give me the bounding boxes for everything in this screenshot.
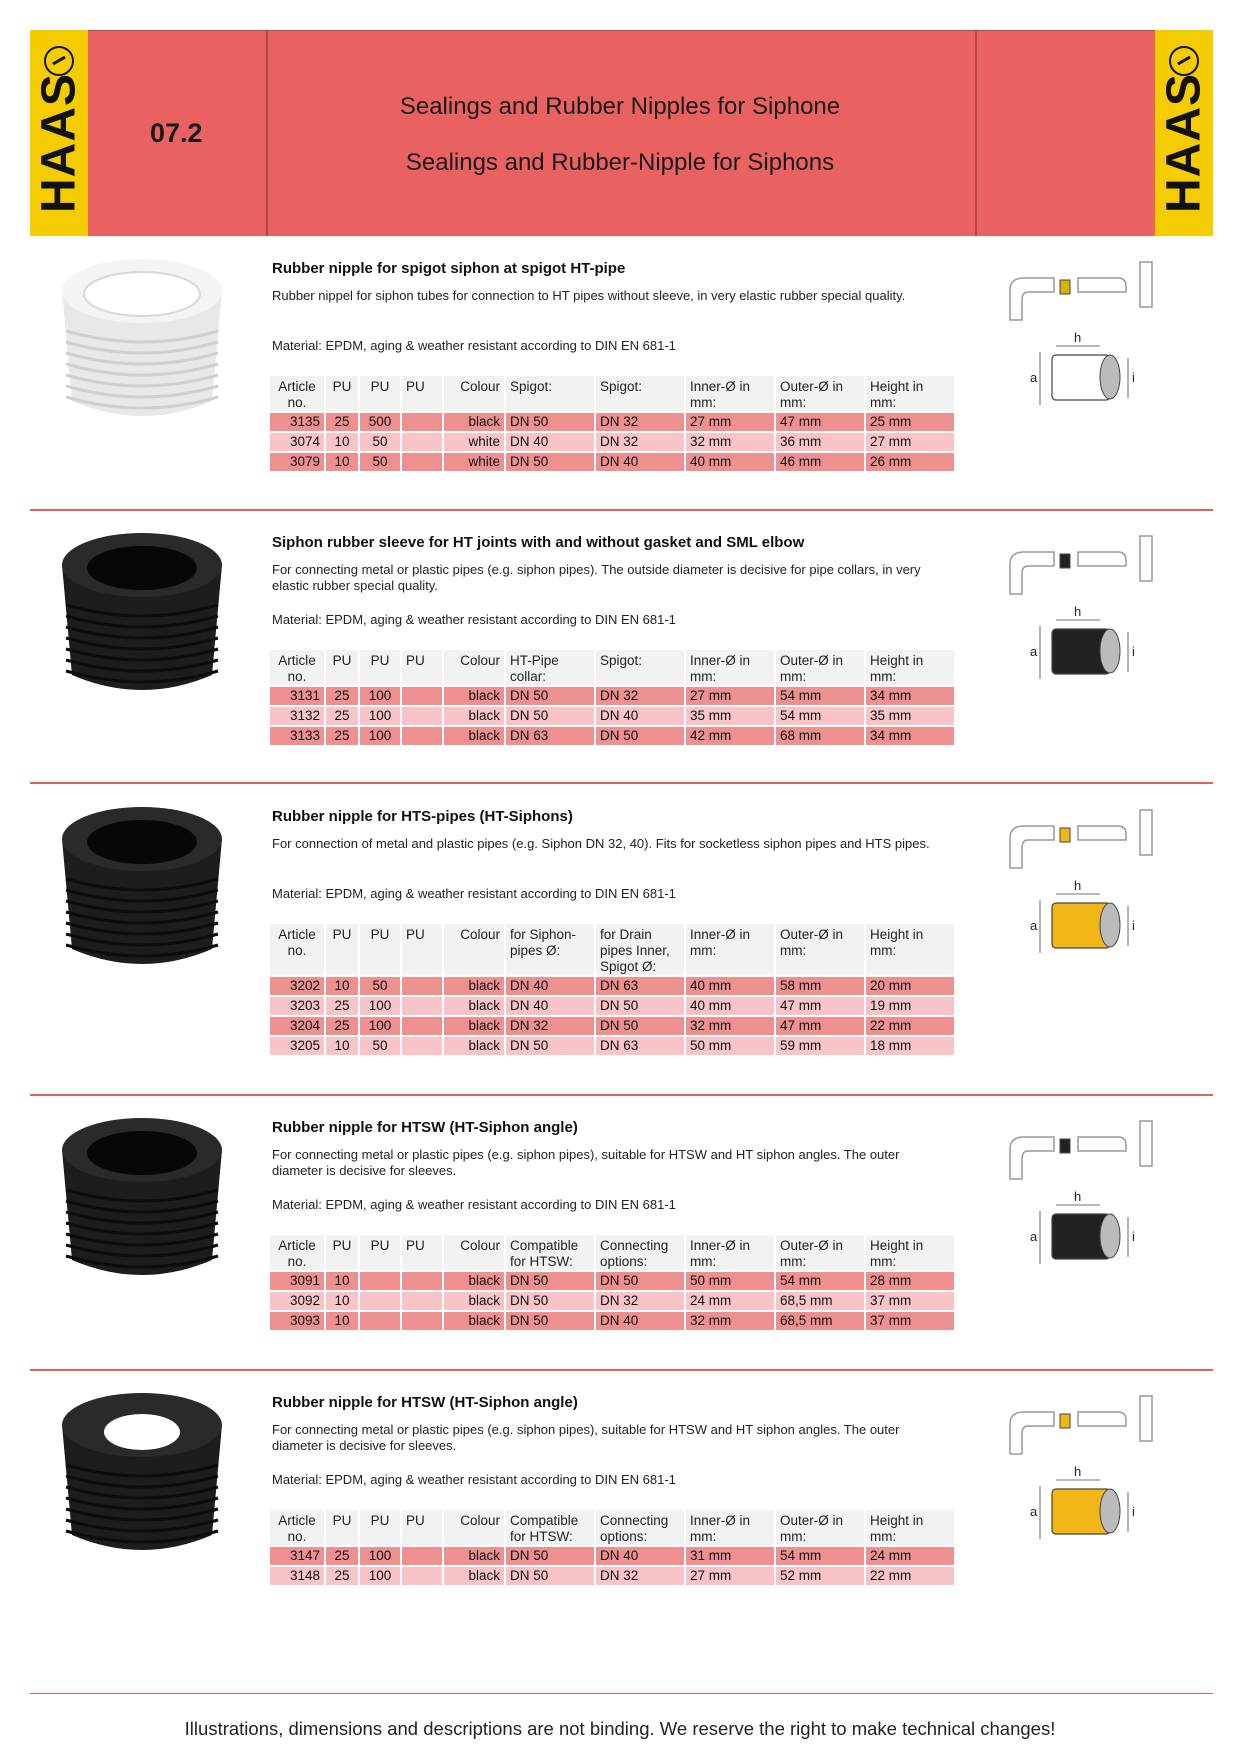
column-header: PU xyxy=(360,1235,400,1270)
footer-divider xyxy=(30,1693,1213,1694)
page-header xyxy=(30,30,1213,236)
table-cell: 50 xyxy=(360,433,400,451)
product-diagram xyxy=(1000,1119,1170,1289)
table-row xyxy=(270,1567,954,1585)
table-cell: black xyxy=(444,707,504,725)
table-cell xyxy=(402,453,442,471)
jumper-icon xyxy=(1169,46,1199,76)
table-cell: 25 xyxy=(326,1547,358,1565)
table-cell: 68,5 mm xyxy=(776,1292,864,1310)
product-material: Material: EPDM, aging & weather resistant according to DIN EN 681-1 xyxy=(272,1197,676,1212)
dimension-label-a: a xyxy=(1030,918,1038,933)
column-header: Height in mm: xyxy=(866,376,954,411)
table-cell: 3202 xyxy=(270,977,324,995)
column-header: PU xyxy=(360,924,400,975)
column-header: PU xyxy=(402,650,442,685)
table-cell: black xyxy=(444,1547,504,1565)
table-cell: 46 mm xyxy=(776,453,864,471)
table-cell: 47 mm xyxy=(776,997,864,1015)
table-cell: 40 mm xyxy=(686,977,774,995)
table-cell: 25 xyxy=(326,413,358,431)
table-cell: 3074 xyxy=(270,433,324,451)
table-cell: DN 50 xyxy=(596,997,684,1015)
table-cell: 100 xyxy=(360,1017,400,1035)
technical-drawing xyxy=(1000,808,1170,978)
table-header-row xyxy=(270,924,954,975)
dimension-label-i: i xyxy=(1132,644,1135,659)
product-title: Rubber nipple for spigot siphon at spigot HT-pipe xyxy=(272,260,626,277)
column-header: Inner-Ø in mm: xyxy=(686,650,774,685)
haas-logo-right xyxy=(1155,30,1213,236)
table-header-row xyxy=(270,1510,954,1545)
table-cell: white xyxy=(444,433,504,451)
technical-drawing xyxy=(1000,1394,1170,1564)
table-cell: 22 mm xyxy=(866,1567,954,1585)
table-cell: DN 40 xyxy=(596,707,684,725)
table-cell: 27 mm xyxy=(686,413,774,431)
table-cell: 3205 xyxy=(270,1037,324,1055)
dimension-label-a: a xyxy=(1030,370,1038,385)
table-cell xyxy=(402,1272,442,1290)
column-header: Outer-Ø in mm: xyxy=(776,1510,864,1545)
product-description: For connecting metal or plastic pipes (e.g. siphon pipes), suitable for HTSW and HT siphon angles. The outer diameter is decisive for sleeves. xyxy=(272,1422,900,1453)
product-title: Siphon rubber sleeve for HT joints with and without gasket and SML elbow xyxy=(272,534,805,551)
table-row xyxy=(270,413,954,431)
table-cell: 3203 xyxy=(270,997,324,1015)
column-header: Spigot: xyxy=(506,376,594,411)
table-cell xyxy=(360,1272,400,1290)
table-cell: 47 mm xyxy=(776,1017,864,1035)
logo-text: HAAS xyxy=(32,73,86,214)
table-cell: 3091 xyxy=(270,1272,324,1290)
technical-drawing xyxy=(1000,260,1170,430)
dimension-label-i: i xyxy=(1132,918,1135,933)
page-title: Sealings and Rubber Nipples for Siphone xyxy=(399,93,841,120)
product-title: Rubber nipple for HTS-pipes (HT-Siphons) xyxy=(272,808,573,825)
column-header: PU xyxy=(402,924,442,975)
table-row xyxy=(270,1547,954,1565)
table-cell xyxy=(360,1292,400,1310)
dimension-label-h: h xyxy=(1074,1464,1082,1479)
product-diagram xyxy=(1000,1394,1170,1564)
column-header: Colour xyxy=(444,376,504,411)
table-cell: 3133 xyxy=(270,727,324,745)
product-material: Material: EPDM, aging & weather resistant according to DIN EN 681-1 xyxy=(272,612,676,627)
column-header: Inner-Ø in mm: xyxy=(686,1235,774,1270)
table-cell: 3132 xyxy=(270,707,324,725)
table-cell: 100 xyxy=(360,1567,400,1585)
column-header: PU xyxy=(360,650,400,685)
table-cell: DN 40 xyxy=(596,1312,684,1330)
column-header: PU xyxy=(360,1510,400,1545)
dimension-label-h: h xyxy=(1074,604,1082,619)
product-description: For connecting metal or plastic pipes (e.g. siphon pipes). The outside diameter is decisive for pipe collars, in very elastic rubber special quality. xyxy=(272,562,921,593)
table-cell: black xyxy=(444,687,504,705)
column-header: Inner-Ø in mm: xyxy=(686,376,774,411)
column-header: Article no. xyxy=(270,1235,324,1270)
table-cell: 10 xyxy=(326,1272,358,1290)
table-row xyxy=(270,977,954,995)
table-cell: DN 40 xyxy=(506,433,594,451)
table-cell: 50 xyxy=(360,977,400,995)
table-cell xyxy=(402,1312,442,1330)
table-cell: DN 40 xyxy=(596,1547,684,1565)
column-header: Outer-Ø in mm: xyxy=(776,1235,864,1270)
table-cell: 31 mm xyxy=(686,1547,774,1565)
table-cell: 25 xyxy=(326,687,358,705)
table-cell xyxy=(360,1312,400,1330)
table-cell xyxy=(402,997,442,1015)
table-cell: 50 xyxy=(360,453,400,471)
table-header-row xyxy=(270,1235,954,1270)
dimension-label-i: i xyxy=(1132,1504,1135,1519)
header-divider xyxy=(975,30,977,236)
table-cell: DN 32 xyxy=(506,1017,594,1035)
column-header: for Drain pipes Inner, Spigot Ø: xyxy=(596,924,684,975)
dimension-label-i: i xyxy=(1132,370,1135,385)
table-cell: 10 xyxy=(326,453,358,471)
dimension-label-a: a xyxy=(1030,1504,1038,1519)
product-title: Rubber nipple for HTSW (HT-Siphon angle) xyxy=(272,1119,578,1136)
table-cell: 10 xyxy=(326,1292,358,1310)
footer-disclaimer: Illustrations, dimensions and descriptions are not binding. We reserve the right to make technical changes! xyxy=(184,1718,1056,1739)
table-cell: 25 mm xyxy=(866,413,954,431)
table-cell: DN 50 xyxy=(506,687,594,705)
column-header: Height in mm: xyxy=(866,650,954,685)
table-cell: 10 xyxy=(326,1312,358,1330)
table-cell: 52 mm xyxy=(776,1567,864,1585)
table-cell: 3135 xyxy=(270,413,324,431)
product-photo xyxy=(42,784,242,989)
table-cell: DN 32 xyxy=(596,413,684,431)
table-cell: DN 32 xyxy=(596,1567,684,1585)
table-cell: 50 mm xyxy=(686,1037,774,1055)
column-header: Article no. xyxy=(270,924,324,975)
table-cell: 32 mm xyxy=(686,1312,774,1330)
product-diagram xyxy=(1000,808,1170,978)
table-cell xyxy=(402,433,442,451)
logo-text: HAAS xyxy=(1157,73,1211,214)
table-cell: DN 50 xyxy=(506,1547,594,1565)
product-title: Rubber nipple for HTSW (HT-Siphon angle) xyxy=(272,1394,578,1411)
table-cell xyxy=(402,977,442,995)
table-header-row xyxy=(270,650,954,685)
column-header: Spigot: xyxy=(596,650,684,685)
column-header: Article no. xyxy=(270,376,324,411)
table-cell: 28 mm xyxy=(866,1272,954,1290)
column-header: Height in mm: xyxy=(866,1510,954,1545)
header-divider xyxy=(266,30,268,236)
table-row xyxy=(270,1272,954,1290)
header-top-line xyxy=(30,30,1213,31)
table-cell: DN 40 xyxy=(506,977,594,995)
table-row xyxy=(270,707,954,725)
product-spec-table xyxy=(268,922,956,1057)
table-cell xyxy=(402,1547,442,1565)
column-header: PU xyxy=(326,650,358,685)
table-cell: 24 mm xyxy=(686,1292,774,1310)
product-description: For connection of metal and plastic pipes (e.g. Siphon DN 32, 40). Fits for socketless siphon pipes and HTS pipes. xyxy=(272,836,930,851)
table-cell: 22 mm xyxy=(866,1017,954,1035)
table-cell: 35 mm xyxy=(686,707,774,725)
column-header: HT-Pipe collar: xyxy=(506,650,594,685)
table-cell: DN 50 xyxy=(506,1567,594,1585)
column-header: Outer-Ø in mm: xyxy=(776,376,864,411)
table-cell: DN 50 xyxy=(506,453,594,471)
table-cell: 34 mm xyxy=(866,687,954,705)
table-cell: white xyxy=(444,453,504,471)
table-cell: 59 mm xyxy=(776,1037,864,1055)
table-cell xyxy=(402,687,442,705)
column-header: PU xyxy=(326,924,358,975)
table-cell: 58 mm xyxy=(776,977,864,995)
table-cell: DN 40 xyxy=(596,453,684,471)
column-header: Colour xyxy=(444,650,504,685)
section-number: 07.2 xyxy=(150,118,203,148)
table-cell: 25 xyxy=(326,707,358,725)
dimension-label-h: h xyxy=(1074,878,1082,893)
table-cell: 40 mm xyxy=(686,453,774,471)
table-cell: black xyxy=(444,1017,504,1035)
dimension-label-i: i xyxy=(1132,1229,1135,1244)
table-cell: 47 mm xyxy=(776,413,864,431)
technical-drawing xyxy=(1000,1119,1170,1289)
table-cell: DN 50 xyxy=(506,707,594,725)
table-cell: black xyxy=(444,727,504,745)
table-cell: DN 32 xyxy=(596,433,684,451)
table-cell: DN 50 xyxy=(506,1312,594,1330)
column-header: PU xyxy=(402,1510,442,1545)
table-cell: 34 mm xyxy=(866,727,954,745)
table-cell: 26 mm xyxy=(866,453,954,471)
table-cell: black xyxy=(444,997,504,1015)
column-header: Height in mm: xyxy=(866,924,954,975)
product-photo xyxy=(42,1095,242,1300)
table-cell: DN 32 xyxy=(596,687,684,705)
product-material: Material: EPDM, aging & weather resistant according to DIN EN 681-1 xyxy=(272,886,676,901)
table-cell: 27 mm xyxy=(686,687,774,705)
column-header: Outer-Ø in mm: xyxy=(776,650,864,685)
column-header: PU xyxy=(326,376,358,411)
table-cell: black xyxy=(444,1312,504,1330)
product-spec-table xyxy=(268,374,956,473)
table-cell xyxy=(402,1292,442,1310)
column-header: Connecting options: xyxy=(596,1235,684,1270)
table-cell: DN 50 xyxy=(596,1272,684,1290)
table-cell: black xyxy=(444,1567,504,1585)
table-cell: 100 xyxy=(360,997,400,1015)
column-header: Colour xyxy=(444,1235,504,1270)
table-cell: 42 mm xyxy=(686,727,774,745)
column-header: Article no. xyxy=(270,1510,324,1545)
table-cell: black xyxy=(444,977,504,995)
table-cell: DN 40 xyxy=(506,997,594,1015)
product-spec-table xyxy=(268,1233,956,1332)
table-cell: 40 mm xyxy=(686,997,774,1015)
technical-drawing xyxy=(1000,534,1170,704)
product-diagram xyxy=(1000,260,1170,430)
table-cell: DN 63 xyxy=(596,1037,684,1055)
product-photo xyxy=(42,236,242,441)
table-cell: DN 50 xyxy=(596,1017,684,1035)
column-header: Connecting options: xyxy=(596,1510,684,1545)
table-cell: 54 mm xyxy=(776,707,864,725)
table-cell: DN 63 xyxy=(596,977,684,995)
column-header: PU xyxy=(326,1510,358,1545)
table-cell: 25 xyxy=(326,1567,358,1585)
table-cell: 3079 xyxy=(270,453,324,471)
table-cell: DN 32 xyxy=(596,1292,684,1310)
column-header: Colour xyxy=(444,1510,504,1545)
table-cell: 32 mm xyxy=(686,1017,774,1035)
table-cell: 27 mm xyxy=(866,433,954,451)
table-cell: 32 mm xyxy=(686,433,774,451)
table-cell: 54 mm xyxy=(776,1547,864,1565)
table-cell: DN 63 xyxy=(506,727,594,745)
table-cell: 18 mm xyxy=(866,1037,954,1055)
table-cell: black xyxy=(444,1272,504,1290)
table-cell xyxy=(402,1037,442,1055)
table-cell: DN 50 xyxy=(506,1037,594,1055)
column-header: PU xyxy=(360,376,400,411)
table-cell: 100 xyxy=(360,727,400,745)
product-photo xyxy=(42,510,242,715)
black-rubber-nipple-photo xyxy=(42,784,242,984)
table-cell: DN 50 xyxy=(506,413,594,431)
table-cell: 10 xyxy=(326,977,358,995)
column-header: Inner-Ø in mm: xyxy=(686,924,774,975)
table-row xyxy=(270,727,954,745)
table-cell: 35 mm xyxy=(866,707,954,725)
product-description: Rubber nippel for siphon tubes for connection to HT pipes without sleeve, in very elastic rubber special quality. xyxy=(272,288,906,303)
table-header-row xyxy=(270,376,954,411)
haas-logo-left xyxy=(30,30,88,236)
table-cell: 100 xyxy=(360,707,400,725)
table-cell: 20 mm xyxy=(866,977,954,995)
table-cell xyxy=(402,707,442,725)
table-row xyxy=(270,1292,954,1310)
page-subtitle: Sealings and Rubber-Nipple for Siphons xyxy=(405,149,835,176)
table-row xyxy=(270,687,954,705)
column-header: PU xyxy=(402,1235,442,1270)
table-cell: 3093 xyxy=(270,1312,324,1330)
table-cell xyxy=(402,727,442,745)
table-cell: 3147 xyxy=(270,1547,324,1565)
table-cell: 25 xyxy=(326,1017,358,1035)
product-diagram xyxy=(1000,534,1170,704)
table-cell: 50 mm xyxy=(686,1272,774,1290)
table-cell: 3092 xyxy=(270,1292,324,1310)
table-cell: 100 xyxy=(360,1547,400,1565)
column-header: PU xyxy=(326,1235,358,1270)
table-cell: 68,5 mm xyxy=(776,1312,864,1330)
table-cell: DN 50 xyxy=(506,1272,594,1290)
table-cell: 3131 xyxy=(270,687,324,705)
table-row xyxy=(270,997,954,1015)
column-header: for Siphon-pipes Ø: xyxy=(506,924,594,975)
table-cell: 25 xyxy=(326,727,358,745)
column-header: Compatible for HTSW: xyxy=(506,1510,594,1545)
column-header: Article no. xyxy=(270,650,324,685)
white-rubber-nipple-photo xyxy=(42,236,242,436)
table-cell: 10 xyxy=(326,1037,358,1055)
table-cell: DN 50 xyxy=(596,727,684,745)
table-cell: 100 xyxy=(360,687,400,705)
product-spec-table xyxy=(268,1508,956,1587)
table-row xyxy=(270,453,954,471)
table-cell: 37 mm xyxy=(866,1312,954,1330)
table-cell: 54 mm xyxy=(776,1272,864,1290)
product-material: Material: EPDM, aging & weather resistant according to DIN EN 681-1 xyxy=(272,338,676,353)
table-cell: 3148 xyxy=(270,1567,324,1585)
product-photo xyxy=(42,1370,242,1575)
table-row xyxy=(270,1017,954,1035)
column-header: Outer-Ø in mm: xyxy=(776,924,864,975)
table-cell: 3204 xyxy=(270,1017,324,1035)
column-header: Colour xyxy=(444,924,504,975)
table-cell: 54 mm xyxy=(776,687,864,705)
table-row xyxy=(270,1037,954,1055)
dimension-label-h: h xyxy=(1074,1189,1082,1204)
column-header: Spigot: xyxy=(596,376,684,411)
table-cell xyxy=(402,1017,442,1035)
table-cell xyxy=(402,413,442,431)
black-rubber-nipple-photo xyxy=(42,510,242,710)
dimension-label-a: a xyxy=(1030,1229,1038,1244)
table-cell: 50 xyxy=(360,1037,400,1055)
black-rubber-nipple-photo xyxy=(42,1370,242,1570)
product-description: For connecting metal or plastic pipes (e.g. siphon pipes), suitable for HTSW and HT siphon angles. The outer diameter is decisive for sleeves. xyxy=(272,1147,900,1178)
table-cell: black xyxy=(444,1292,504,1310)
table-row xyxy=(270,1312,954,1330)
dimension-label-a: a xyxy=(1030,644,1038,659)
column-header: Height in mm: xyxy=(866,1235,954,1270)
table-cell: 25 xyxy=(326,997,358,1015)
jumper-icon xyxy=(44,46,74,76)
table-cell: 68 mm xyxy=(776,727,864,745)
column-header: PU xyxy=(402,376,442,411)
column-header: Inner-Ø in mm: xyxy=(686,1510,774,1545)
table-cell: 27 mm xyxy=(686,1567,774,1585)
table-cell: DN 50 xyxy=(506,1292,594,1310)
table-cell: 37 mm xyxy=(866,1292,954,1310)
product-material: Material: EPDM, aging & weather resistant according to DIN EN 681-1 xyxy=(272,1472,676,1487)
table-cell: black xyxy=(444,1037,504,1055)
black-rubber-nipple-photo xyxy=(42,1095,242,1295)
product-spec-table xyxy=(268,648,956,747)
column-header: Compatible for HTSW: xyxy=(506,1235,594,1270)
table-cell xyxy=(402,1567,442,1585)
table-cell: 24 mm xyxy=(866,1547,954,1565)
table-cell: 36 mm xyxy=(776,433,864,451)
table-cell: black xyxy=(444,413,504,431)
table-row xyxy=(270,433,954,451)
table-cell: 10 xyxy=(326,433,358,451)
dimension-label-h: h xyxy=(1074,330,1082,345)
table-cell: 500 xyxy=(360,413,400,431)
table-cell: 19 mm xyxy=(866,997,954,1015)
